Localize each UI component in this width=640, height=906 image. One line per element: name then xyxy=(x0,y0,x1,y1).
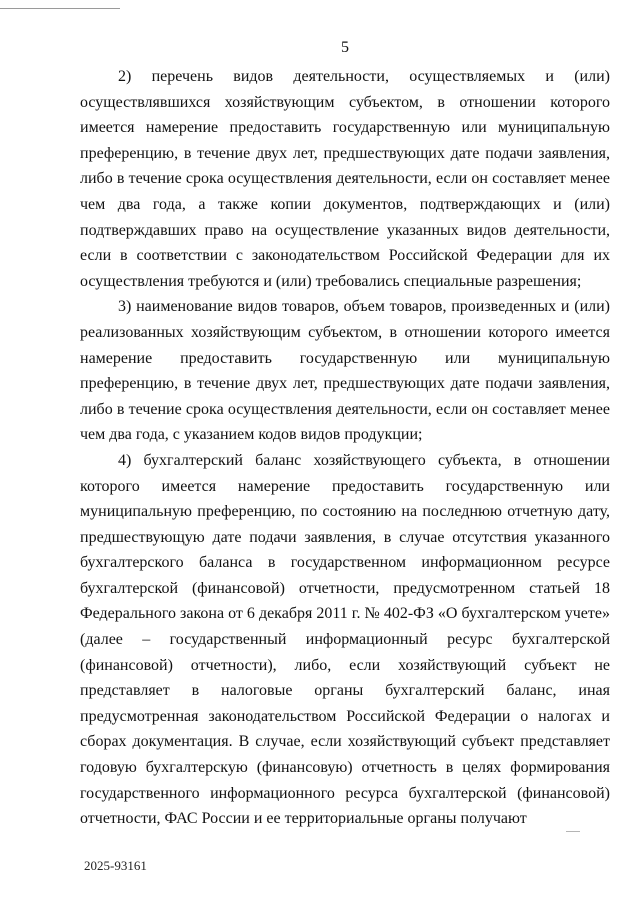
document-id: 2025-93161 xyxy=(84,858,147,873)
paragraph-item-2: 2) перечень видов деятельности, осуществляемых и (или) осуществлявшихся хозяйствующим субъектом, в отношении которого имеется намерение предоставить государственную или муниципальную преференцию, в течение двух лет, предшествующих дате подачи заявления, либо в течение срока осуществления деятельности, если он составляет менее чем два года, а также копии документов, подтверждающих и (или) подтверждавших право на осуществление указанных видов деятельности, если в соответствии с законодательством Российской Федерации для их осуществления требуются и (или) требовались специальные разрешения; xyxy=(80,68,610,290)
paragraph-item-3: 3) наименование видов товаров, объем товаров, произведенных и (или) реализованных хозяйствующим субъектом, в отношении которого имеется намерение предоставить государственную или муниципальную преференцию, в течение двух лет, предшествующих дате подачи заявления, либо в течение срока осуществления деятельности, если он составляет менее чем два года, с указанием кодов видов продукции; xyxy=(80,298,610,444)
scan-mark xyxy=(566,831,580,832)
top-rule xyxy=(0,8,120,9)
paragraph-item-4: 4) бухгалтерский баланс хозяйствующего субъекта, в отношении которого имеется намерение предоставить государственную или муниципальную преференцию, по состоянию на последнюю отчетную дату, предшествующую дате подачи заявления, в случае отсутствия указанного бухгалтерского баланса в государственном информационном ресурсе бухгалтерской (финансовой) отчетности, предусмотренном статьей 18 Федерального закона от 6 декабря 2011 г. № 402-ФЗ «О бухгалтерском учете» (далее – государственный информационный ресурс бухгалтерской (финансовой) отчетности), либо, если хозяйствующий субъект не представляет в налоговые органы бухгалтерский баланс, иная предусмотренная законодательством Российской Федерации о налогах и сборах документация. В случае, если хозяйствующий субъект представляет годовую бухгалтерскую (финансовую) отчетность в целях формирования государственного информационного ресурса бухгалтерской (финансовой) отчетности, ФАС России и ее территориальные органы получают xyxy=(80,451,610,828)
document-body xyxy=(80,64,610,832)
page-number: 5 xyxy=(341,39,349,56)
